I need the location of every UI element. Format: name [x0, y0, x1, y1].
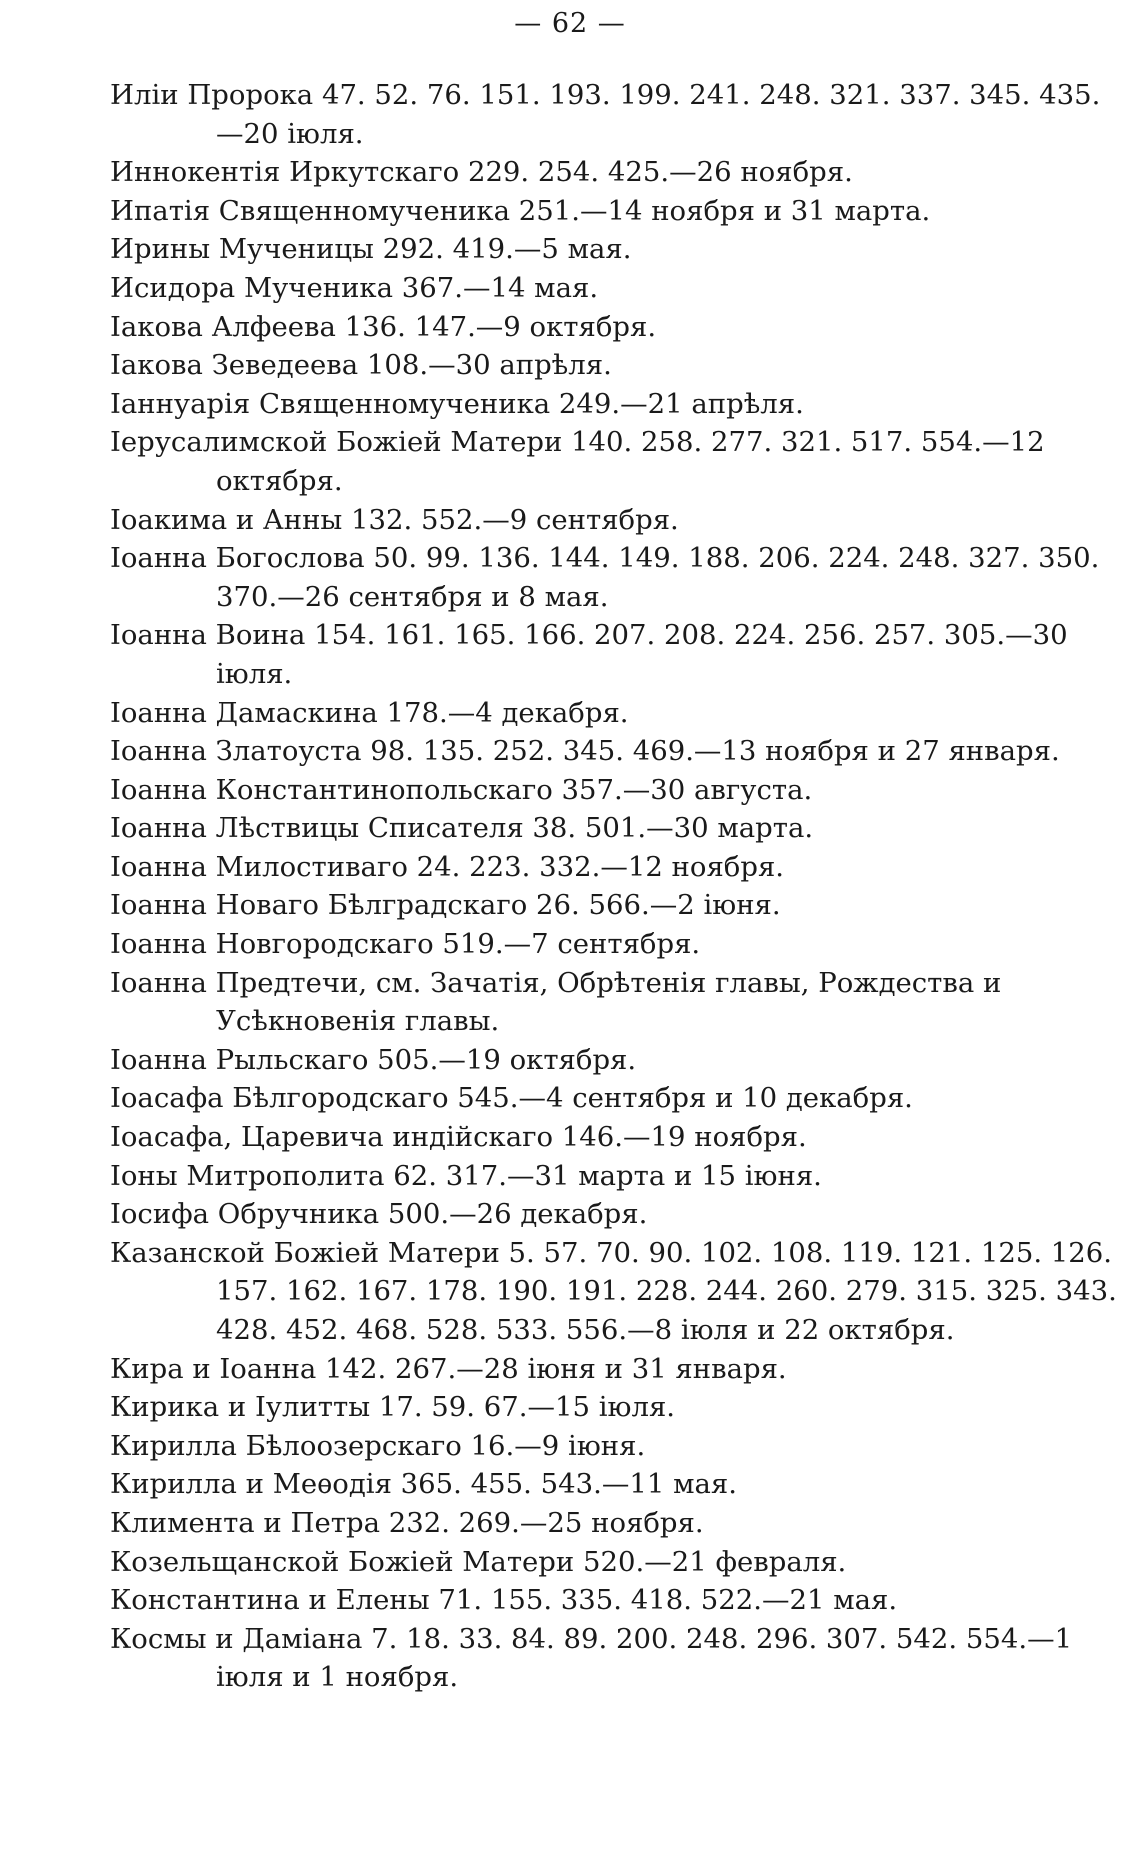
index-entry: Іоанна Новаго Бѣлградскаго 26. 566.—2 іюня.: [110, 889, 781, 922]
page-number: — 62 —: [514, 8, 626, 39]
index-entry: Іоанна Рыльскаго 505.—19 октября.: [110, 1043, 637, 1076]
index-entry: Іоанна Константинопольскаго 357.—30 августа.: [110, 773, 813, 806]
index-entry: Іоанна Дамаскина 178.—4 декабря.: [110, 696, 629, 729]
index-entry: Іоакима и Анны 132. 552.—9 сентября.: [110, 503, 679, 536]
index-entry: Кирика и Іулитты 17. 59. 67.—15 іюля.: [110, 1391, 676, 1424]
index-entry: Исидора Мученика 367.—14 мая.: [110, 271, 599, 304]
index-entry-list: [110, 76, 1120, 1697]
index-entry: Кирилла и Меѳодія 365. 455. 543.—11 мая.: [110, 1468, 737, 1501]
index-entry: Кирилла Бѣлоозерскаго 16.—9 іюня.: [110, 1429, 646, 1462]
index-entry: Кира и Іоанна 142. 267.—28 іюня и 31 января.: [110, 1352, 787, 1385]
index-entry: Іоанна Предтечи, см. Зачатія, Обрѣтенія главы, Рождества и Усѣкновенія главы.: [110, 966, 1002, 1038]
index-entry: Іакова Алфеева 136. 147.—9 октября.: [110, 310, 657, 343]
index-entry: Космы и Даміана 7. 18. 33. 84. 89. 200. 248. 296. 307. 542. 554.—1 іюля и 1 ноября.: [110, 1622, 1073, 1694]
index-entry: Іоны Митрополита 62. 317.—31 марта и 15 іюня.: [110, 1159, 822, 1192]
index-entry: Іакова Зеведеева 108.—30 апрѣля.: [110, 349, 612, 382]
index-entry: Іоанна Богослова 50. 99. 136. 144. 149. 188. 206. 224. 248. 327. 350. 370.—26 сентября и 8 мая.: [110, 542, 1100, 613]
index-entry: Іосифа Обручника 500.—26 декабря.: [110, 1198, 648, 1231]
index-entry: Іоанна Лѣствицы Списателя 38. 501.—30 марта.: [110, 812, 814, 845]
index-entry: Ипатія Священномученика 251.—14 ноября и 31 марта.: [110, 194, 931, 227]
index-entry: Іерусалимской Божіей Матери 140. 258. 277. 321. 517. 554.—12 октября.: [110, 426, 1045, 497]
index-entry: Ирины Мученицы 292. 419.—5 мая.: [110, 233, 632, 266]
index-entry: Константина и Елены 71. 155. 335. 418. 522.—21 мая.: [110, 1584, 898, 1617]
index-entry: Иннокентія Иркутскаго 229. 254. 425.—26 ноября.: [110, 156, 853, 189]
index-entry: Козельщанской Божіей Матери 520.—21 февраля.: [110, 1545, 847, 1578]
index-entry: Іоанна Новгородскаго 519.—7 сентября.: [110, 928, 701, 961]
index-entry: Іоанна Златоуста 98. 135. 252. 345. 469.—13 ноября и 27 января.: [110, 735, 1060, 768]
index-entry: Іоасафа Бѣлгородскаго 545.—4 сентября и 10 декабря.: [110, 1082, 913, 1115]
index-entry: Иліи Пророка 47. 52. 76. 151. 193. 199. 241. 248. 321. 337. 345. 435.—20 іюля.: [110, 79, 1101, 150]
index-entry: Іоанна Воина 154. 161. 165. 166. 207. 208. 224. 256. 257. 305.—30 іюля.: [110, 619, 1068, 690]
index-entry: Іоанна Милостиваго 24. 223. 332.—12 ноября.: [110, 850, 785, 883]
index-entry: Климента и Петра 232. 269.—25 ноября.: [110, 1506, 704, 1539]
index-entry: Казанской Божіей Матери 5. 57. 70. 90. 102. 108. 119. 121. 125. 126. 157. 162. 167. 178. 190. 191. 228. 244. 260. 279. 315. 325. 343. 428. 452. 468. 528. 533. 556.—8 іюля и 22 октября.: [110, 1236, 1117, 1346]
index-entry: Іоасафа, Царевича индійскаго 146.—19 ноября.: [110, 1121, 807, 1154]
index-entry: Іаннуарія Священномученика 249.—21 апрѣля.: [110, 387, 804, 420]
